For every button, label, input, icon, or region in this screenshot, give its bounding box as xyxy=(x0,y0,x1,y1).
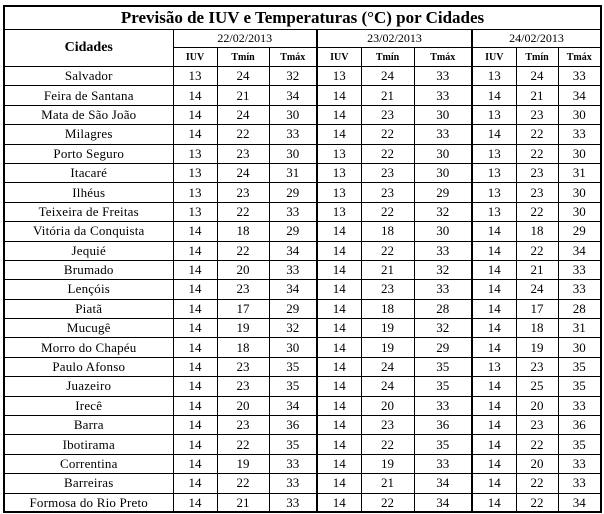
tmin-cell: 22 xyxy=(217,125,269,144)
table-row xyxy=(4,202,601,221)
iuv-cell: 14 xyxy=(173,125,217,144)
iuv-cell: 13 xyxy=(472,163,516,182)
tmin-cell: 23 xyxy=(516,183,558,202)
tmax-cell: 32 xyxy=(269,67,317,86)
tmax-cell: 30 xyxy=(414,163,472,182)
tmax-cell: 36 xyxy=(558,416,601,435)
tmax-cell: 33 xyxy=(558,67,601,86)
city-name-cell: Piatã xyxy=(4,299,173,318)
tmax-cell: 34 xyxy=(558,493,601,512)
tmin-cell: 21 xyxy=(217,493,269,512)
tmax-cell: 28 xyxy=(558,299,601,318)
table-row xyxy=(4,435,601,454)
iuv-cell: 14 xyxy=(317,454,361,473)
tmin-cell: 19 xyxy=(516,338,558,357)
subheader-iuv: IUV xyxy=(173,48,217,67)
table-row xyxy=(4,125,601,144)
iuv-cell: 14 xyxy=(472,280,516,299)
iuv-cell: 14 xyxy=(173,299,217,318)
iuv-cell: 14 xyxy=(317,416,361,435)
tmin-cell: 22 xyxy=(516,202,558,221)
city-name-cell: Salvador xyxy=(4,67,173,86)
iuv-cell: 14 xyxy=(173,241,217,260)
iuv-cell: 14 xyxy=(317,86,361,105)
tmin-cell: 18 xyxy=(361,222,414,241)
tmax-cell: 32 xyxy=(414,260,472,279)
tmin-cell: 22 xyxy=(361,241,414,260)
tmin-cell: 24 xyxy=(361,357,414,376)
tmin-cell: 23 xyxy=(217,280,269,299)
iuv-cell: 13 xyxy=(472,357,516,376)
table-body xyxy=(4,67,601,513)
tmin-cell: 17 xyxy=(217,299,269,318)
tmax-cell: 33 xyxy=(414,67,472,86)
city-name-cell: Juazeiro xyxy=(4,377,173,396)
table-row xyxy=(4,493,601,512)
city-name-cell: Porto Seguro xyxy=(4,144,173,163)
tmin-cell: 21 xyxy=(361,86,414,105)
iuv-cell: 13 xyxy=(317,144,361,163)
tmin-cell: 25 xyxy=(516,377,558,396)
tmax-cell: 29 xyxy=(558,222,601,241)
subheader-iuv: IUV xyxy=(472,48,516,67)
iuv-cell: 14 xyxy=(472,125,516,144)
tmin-cell: 23 xyxy=(217,144,269,163)
tmin-cell: 21 xyxy=(217,86,269,105)
tmin-cell: 20 xyxy=(516,396,558,415)
tmax-cell: 32 xyxy=(269,319,317,338)
iuv-cell: 13 xyxy=(317,67,361,86)
table-row xyxy=(4,163,601,182)
table-row xyxy=(4,454,601,473)
subheader-tmin: Tmín xyxy=(217,48,269,67)
tmax-cell: 33 xyxy=(414,396,472,415)
tmax-cell: 32 xyxy=(414,319,472,338)
tmin-cell: 21 xyxy=(516,86,558,105)
iuv-cell: 14 xyxy=(173,357,217,376)
table-row xyxy=(4,377,601,396)
tmax-cell: 33 xyxy=(269,202,317,221)
iuv-cell: 14 xyxy=(317,260,361,279)
tmax-cell: 30 xyxy=(558,183,601,202)
tmax-cell: 34 xyxy=(269,396,317,415)
tmax-cell: 30 xyxy=(269,105,317,124)
iuv-cell: 14 xyxy=(317,105,361,124)
tmax-cell: 29 xyxy=(269,222,317,241)
date-header-3: 24/02/2013 xyxy=(472,30,601,48)
tmin-cell: 22 xyxy=(217,202,269,221)
tmax-cell: 35 xyxy=(269,377,317,396)
table-row xyxy=(4,105,601,124)
tmin-cell: 23 xyxy=(217,377,269,396)
iuv-cell: 14 xyxy=(472,454,516,473)
tmin-cell: 22 xyxy=(361,435,414,454)
tmax-cell: 33 xyxy=(558,454,601,473)
iuv-cell: 14 xyxy=(472,493,516,512)
table-row xyxy=(4,357,601,376)
iuv-cell: 14 xyxy=(317,357,361,376)
tmin-cell: 19 xyxy=(217,319,269,338)
table-row xyxy=(4,144,601,163)
tmax-cell: 29 xyxy=(269,183,317,202)
iuv-cell: 13 xyxy=(173,163,217,182)
iuv-cell: 14 xyxy=(173,338,217,357)
tmin-cell: 24 xyxy=(361,67,414,86)
tmax-cell: 33 xyxy=(558,396,601,415)
table-row xyxy=(4,338,601,357)
tmin-cell: 18 xyxy=(516,319,558,338)
city-name-cell: Formosa do Rio Preto xyxy=(4,493,173,512)
city-name-cell: Paulo Afonso xyxy=(4,357,173,376)
table-row xyxy=(4,299,601,318)
tmin-cell: 23 xyxy=(516,416,558,435)
iuv-cell: 13 xyxy=(472,202,516,221)
tmax-cell: 30 xyxy=(558,338,601,357)
tmin-cell: 21 xyxy=(516,260,558,279)
tmax-cell: 35 xyxy=(414,357,472,376)
tmin-cell: 23 xyxy=(361,280,414,299)
table-row xyxy=(4,280,601,299)
tmax-cell: 33 xyxy=(414,280,472,299)
tmin-cell: 22 xyxy=(361,125,414,144)
subheader-tmax: Tmáx xyxy=(414,48,472,67)
table-title: Previsão de IUV e Temperaturas (°C) por Cidades xyxy=(4,6,601,30)
tmin-cell: 24 xyxy=(217,105,269,124)
tmin-cell: 20 xyxy=(516,454,558,473)
tmax-cell: 35 xyxy=(414,435,472,454)
tmin-cell: 19 xyxy=(361,338,414,357)
tmax-cell: 30 xyxy=(269,144,317,163)
tmin-cell: 22 xyxy=(516,493,558,512)
subheader-tmax: Tmáx xyxy=(269,48,317,67)
iuv-cell: 14 xyxy=(173,280,217,299)
iuv-cell: 14 xyxy=(173,454,217,473)
tmax-cell: 35 xyxy=(558,377,601,396)
city-name-cell: Mata de São João xyxy=(4,105,173,124)
city-name-cell: Barra xyxy=(4,416,173,435)
city-name-cell: Teixeira de Freitas xyxy=(4,202,173,221)
iuv-cell: 13 xyxy=(173,183,217,202)
tmax-cell: 33 xyxy=(269,454,317,473)
iuv-cell: 14 xyxy=(173,222,217,241)
tmax-cell: 29 xyxy=(414,183,472,202)
tmin-cell: 23 xyxy=(361,183,414,202)
iuv-cell: 14 xyxy=(472,319,516,338)
iuv-cell: 13 xyxy=(317,202,361,221)
tmax-cell: 32 xyxy=(414,202,472,221)
tmin-cell: 22 xyxy=(217,241,269,260)
tmin-cell: 23 xyxy=(516,357,558,376)
table-row xyxy=(4,260,601,279)
table-row xyxy=(4,86,601,105)
city-name-cell: Milagres xyxy=(4,125,173,144)
table-row xyxy=(4,474,601,493)
city-name-cell: Feira de Santana xyxy=(4,86,173,105)
tmax-cell: 36 xyxy=(269,416,317,435)
tmax-cell: 33 xyxy=(558,125,601,144)
iuv-cell: 14 xyxy=(317,280,361,299)
iuv-cell: 14 xyxy=(472,435,516,454)
tmin-cell: 18 xyxy=(217,338,269,357)
tmax-cell: 34 xyxy=(558,241,601,260)
tmax-cell: 30 xyxy=(269,338,317,357)
city-name-cell: Mucugê xyxy=(4,319,173,338)
tmax-cell: 34 xyxy=(414,474,472,493)
tmax-cell: 36 xyxy=(414,416,472,435)
tmax-cell: 34 xyxy=(269,280,317,299)
tmin-cell: 23 xyxy=(361,416,414,435)
city-name-cell: Morro do Chapéu xyxy=(4,338,173,357)
city-name-cell: Itacaré xyxy=(4,163,173,182)
tmin-cell: 22 xyxy=(361,144,414,163)
iuv-cell: 14 xyxy=(317,241,361,260)
iuv-cell: 14 xyxy=(317,319,361,338)
tmin-cell: 19 xyxy=(361,454,414,473)
iuv-cell: 14 xyxy=(317,396,361,415)
city-name-cell: Ilhéus xyxy=(4,183,173,202)
iuv-cell: 14 xyxy=(472,260,516,279)
tmax-cell: 33 xyxy=(414,454,472,473)
tmin-cell: 24 xyxy=(516,280,558,299)
tmax-cell: 31 xyxy=(269,163,317,182)
city-name-cell: Ibotirama xyxy=(4,435,173,454)
tmin-cell: 22 xyxy=(516,144,558,163)
iuv-cell: 14 xyxy=(472,241,516,260)
tmax-cell: 35 xyxy=(558,357,601,376)
iuv-cell: 14 xyxy=(317,474,361,493)
tmax-cell: 30 xyxy=(558,144,601,163)
iuv-cell: 14 xyxy=(173,493,217,512)
tmin-cell: 19 xyxy=(217,454,269,473)
iuv-cell: 14 xyxy=(173,416,217,435)
iuv-cell: 14 xyxy=(472,338,516,357)
tmin-cell: 20 xyxy=(217,396,269,415)
tmax-cell: 31 xyxy=(558,163,601,182)
tmin-cell: 22 xyxy=(516,474,558,493)
tmax-cell: 33 xyxy=(269,474,317,493)
iuv-cell: 14 xyxy=(173,260,217,279)
iuv-cell: 14 xyxy=(173,396,217,415)
iuv-cell: 13 xyxy=(173,202,217,221)
tmin-cell: 18 xyxy=(516,222,558,241)
tmax-cell: 34 xyxy=(269,241,317,260)
iuv-cell: 14 xyxy=(472,377,516,396)
tmax-cell: 34 xyxy=(414,493,472,512)
iuv-cell: 14 xyxy=(173,105,217,124)
iuv-cell: 13 xyxy=(317,183,361,202)
tmin-cell: 18 xyxy=(361,299,414,318)
subheader-tmax: Tmáx xyxy=(558,48,601,67)
iuv-cell: 13 xyxy=(472,183,516,202)
tmin-cell: 22 xyxy=(217,435,269,454)
iuv-cell: 14 xyxy=(472,222,516,241)
subheader-tmin: Tmín xyxy=(361,48,414,67)
iuv-cell: 14 xyxy=(472,299,516,318)
subheader-tmin: Tmín xyxy=(516,48,558,67)
iuv-cell: 14 xyxy=(472,474,516,493)
tmin-cell: 18 xyxy=(217,222,269,241)
tmin-cell: 23 xyxy=(361,163,414,182)
subheader-iuv: IUV xyxy=(317,48,361,67)
tmin-cell: 19 xyxy=(361,319,414,338)
tmax-cell: 30 xyxy=(414,144,472,163)
tmin-cell: 23 xyxy=(217,357,269,376)
tmin-cell: 23 xyxy=(217,183,269,202)
iuv-cell: 14 xyxy=(317,435,361,454)
tmin-cell: 20 xyxy=(217,260,269,279)
tmax-cell: 31 xyxy=(558,319,601,338)
iuv-cell: 13 xyxy=(173,67,217,86)
table-row xyxy=(4,67,601,86)
iuv-cell: 13 xyxy=(472,67,516,86)
tmax-cell: 30 xyxy=(558,202,601,221)
iuv-cell: 14 xyxy=(472,416,516,435)
tmin-cell: 21 xyxy=(361,474,414,493)
tmax-cell: 33 xyxy=(414,86,472,105)
city-name-cell: Jequié xyxy=(4,241,173,260)
iuv-cell: 13 xyxy=(173,144,217,163)
tmin-cell: 22 xyxy=(516,125,558,144)
tmax-cell: 33 xyxy=(558,260,601,279)
tmax-cell: 33 xyxy=(269,260,317,279)
tmax-cell: 33 xyxy=(414,125,472,144)
iuv-cell: 14 xyxy=(317,222,361,241)
tmin-cell: 22 xyxy=(516,435,558,454)
iuv-cell: 13 xyxy=(472,105,516,124)
tmax-cell: 30 xyxy=(414,105,472,124)
table-row xyxy=(4,183,601,202)
tmax-cell: 35 xyxy=(414,377,472,396)
tmax-cell: 35 xyxy=(558,435,601,454)
tmax-cell: 33 xyxy=(558,280,601,299)
iuv-cell: 13 xyxy=(317,163,361,182)
table-row xyxy=(4,396,601,415)
forecast-table xyxy=(3,5,602,513)
iuv-cell: 14 xyxy=(173,474,217,493)
tmin-cell: 22 xyxy=(361,202,414,221)
iuv-cell: 14 xyxy=(317,338,361,357)
iuv-cell: 14 xyxy=(472,86,516,105)
iuv-cell: 14 xyxy=(173,377,217,396)
city-name-cell: Vitória da Conquista xyxy=(4,222,173,241)
tmin-cell: 23 xyxy=(217,416,269,435)
tmin-cell: 22 xyxy=(361,493,414,512)
iuv-cell: 14 xyxy=(472,396,516,415)
iuv-cell: 14 xyxy=(173,86,217,105)
tmin-cell: 24 xyxy=(217,163,269,182)
tmax-cell: 34 xyxy=(558,86,601,105)
forecast-table-container xyxy=(3,5,600,513)
city-name-cell: Irecê xyxy=(4,396,173,415)
tmax-cell: 28 xyxy=(414,299,472,318)
tmax-cell: 29 xyxy=(269,299,317,318)
tmax-cell: 34 xyxy=(269,86,317,105)
iuv-cell: 14 xyxy=(173,319,217,338)
tmax-cell: 33 xyxy=(414,241,472,260)
tmin-cell: 24 xyxy=(361,377,414,396)
city-name-cell: Brumado xyxy=(4,260,173,279)
tmax-cell: 35 xyxy=(269,357,317,376)
tmax-cell: 29 xyxy=(414,338,472,357)
iuv-cell: 14 xyxy=(317,299,361,318)
tmin-cell: 24 xyxy=(217,67,269,86)
iuv-cell: 14 xyxy=(173,435,217,454)
city-name-cell: Correntina xyxy=(4,454,173,473)
table-row xyxy=(4,416,601,435)
tmin-cell: 21 xyxy=(361,260,414,279)
tmin-cell: 22 xyxy=(516,241,558,260)
tmax-cell: 33 xyxy=(558,474,601,493)
iuv-cell: 14 xyxy=(317,125,361,144)
tmax-cell: 30 xyxy=(558,105,601,124)
iuv-cell: 14 xyxy=(317,377,361,396)
tmin-cell: 23 xyxy=(516,105,558,124)
tmin-cell: 23 xyxy=(361,105,414,124)
iuv-cell: 13 xyxy=(472,144,516,163)
tmin-cell: 24 xyxy=(516,67,558,86)
city-name-cell: Lençóis xyxy=(4,280,173,299)
table-row xyxy=(4,319,601,338)
city-name-cell: Barreiras xyxy=(4,474,173,493)
tmax-cell: 35 xyxy=(269,435,317,454)
date-header-1: 22/02/2013 xyxy=(173,30,317,48)
tmax-cell: 30 xyxy=(414,222,472,241)
tmax-cell: 33 xyxy=(269,493,317,512)
tmin-cell: 22 xyxy=(217,474,269,493)
tmin-cell: 23 xyxy=(516,163,558,182)
tmin-cell: 20 xyxy=(361,396,414,415)
date-header-2: 23/02/2013 xyxy=(317,30,472,48)
table-row xyxy=(4,241,601,260)
tmin-cell: 17 xyxy=(516,299,558,318)
iuv-cell: 14 xyxy=(317,493,361,512)
cities-column-header: Cidades xyxy=(4,30,173,67)
tmax-cell: 33 xyxy=(269,125,317,144)
table-row xyxy=(4,222,601,241)
